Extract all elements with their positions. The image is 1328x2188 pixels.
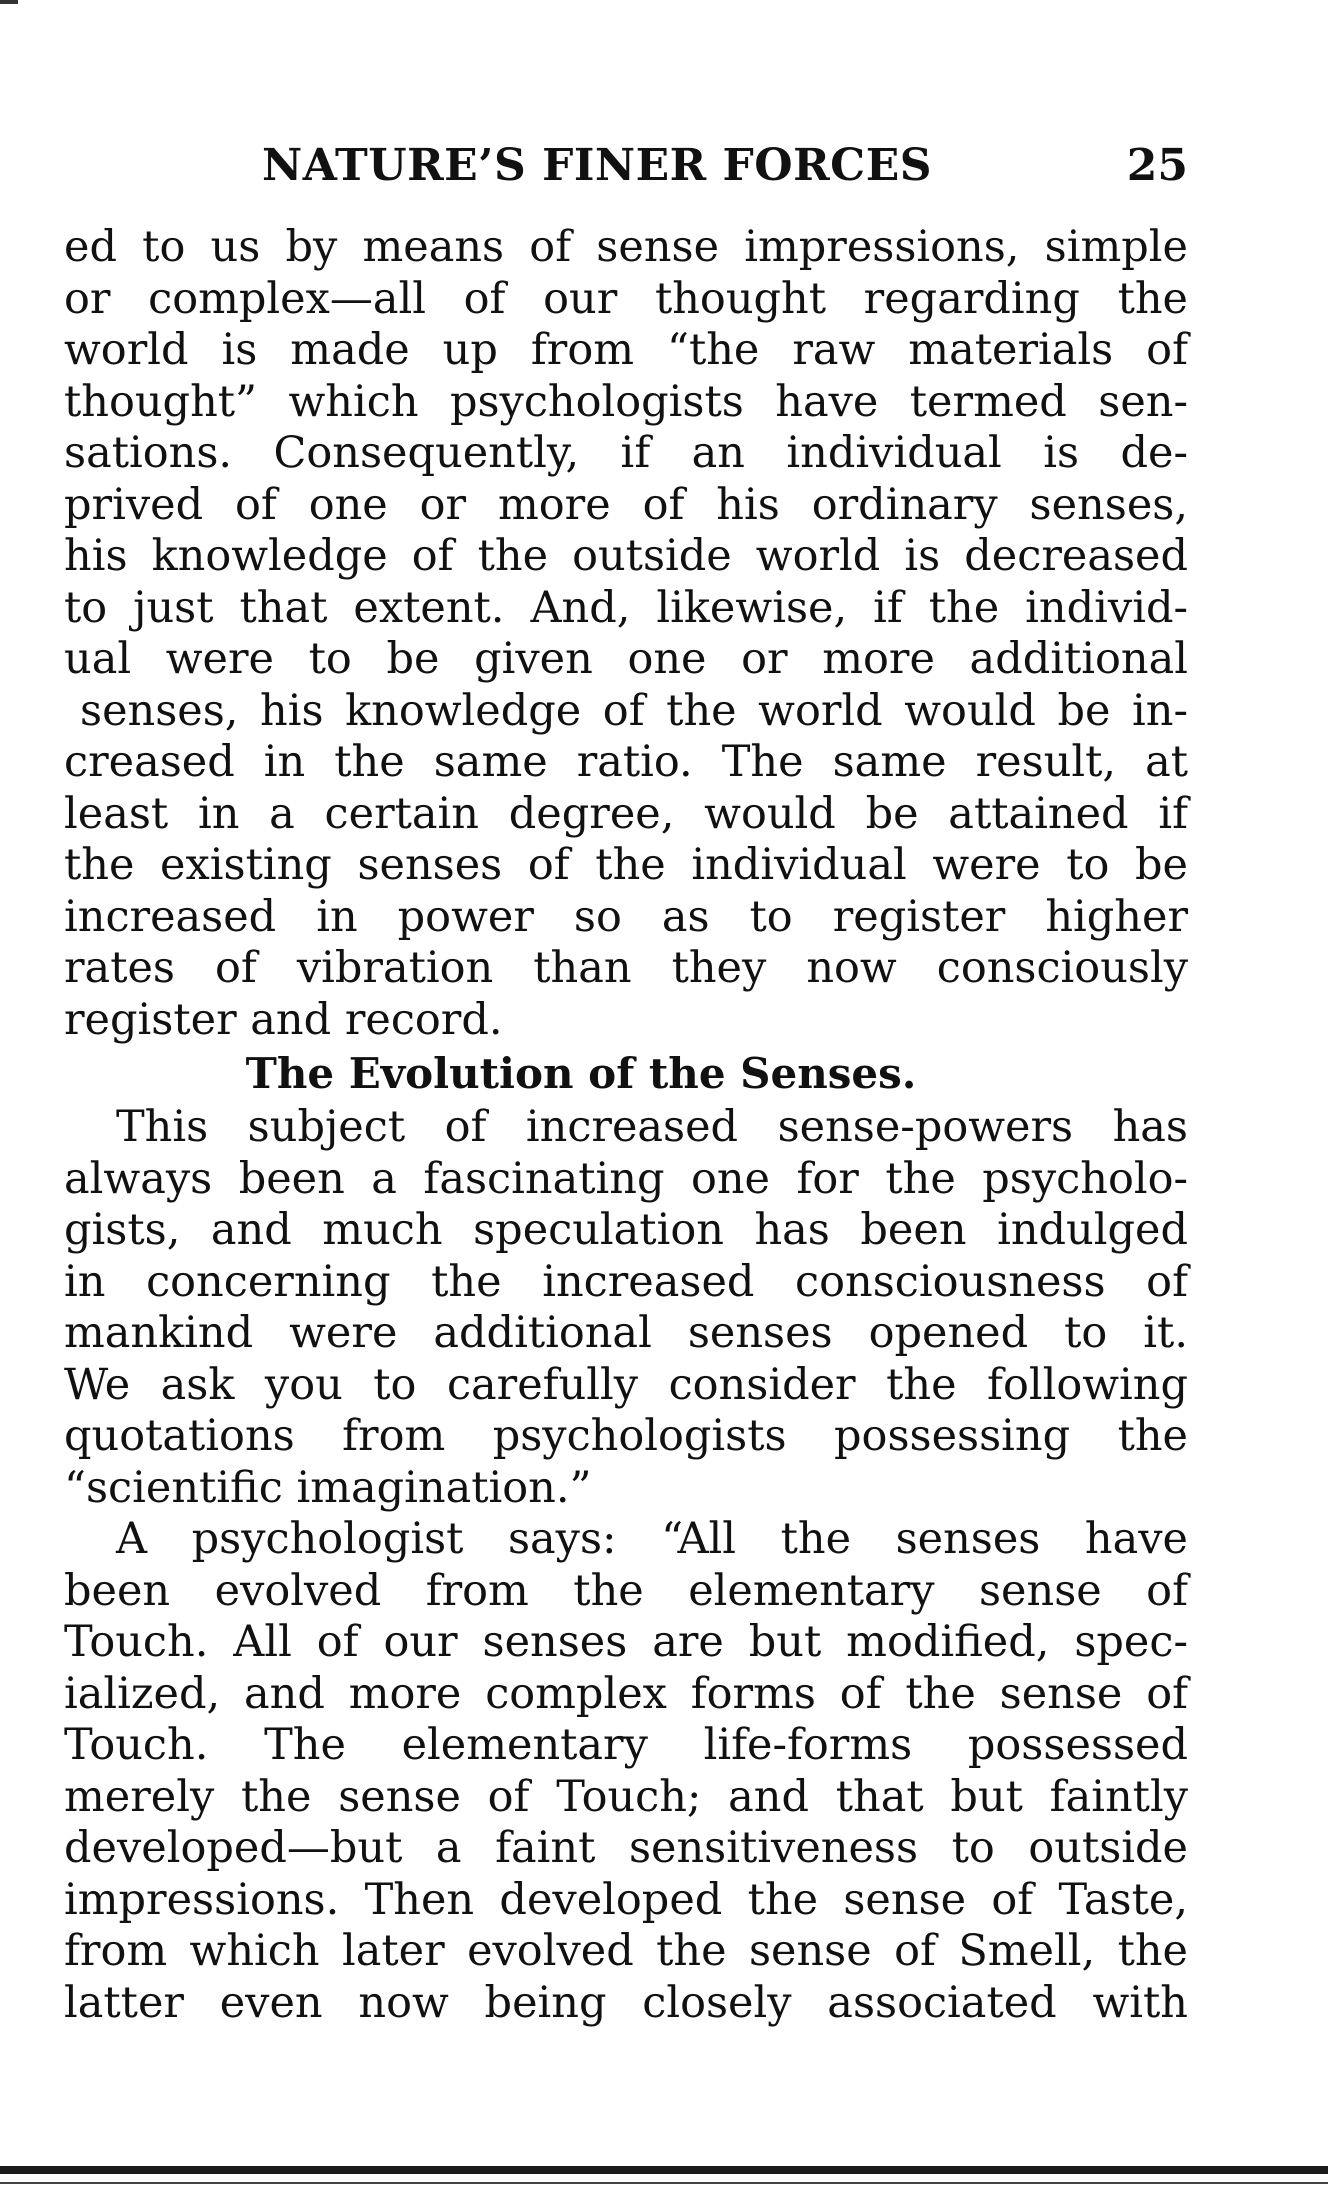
text-line: to just that extent. And, likewise, if the individ-: [64, 582, 1188, 633]
text-line: been evolved from the elementary sense of: [64, 1565, 1188, 1616]
page-edge-rule: [0, 2166, 1328, 2174]
text-line: from which later evolved the sense of Smell, the: [64, 1926, 1188, 1976]
paragraph-2: [64, 1102, 1188, 1514]
text-line: Touch. All of our senses are but modified, spec-: [64, 1617, 1188, 1667]
text-line: latter even now being closely associated with: [64, 1977, 1188, 2028]
body-text: [64, 222, 1188, 2029]
text-line: We ask you to carefully consider the following: [64, 1359, 1188, 1410]
text-line: prived of one or more of his ordinary senses,: [64, 479, 1188, 530]
running-title: NATURE’S FINER FORCES: [262, 140, 933, 191]
text-line: Touch. The elementary life-forms possessed: [64, 1720, 1188, 1770]
text-line: the existing senses of the individual were to be: [64, 840, 1188, 890]
section-heading: The Evolution of the Senses.: [245, 1049, 917, 1098]
text-line: his knowledge of the outside world is decreased: [64, 531, 1188, 581]
text-line: This subject of increased sense-powers has: [116, 1102, 1188, 1152]
text-line: A psychologist says: “All the senses have: [116, 1514, 1188, 1564]
text-line: quotations from psychologists possessing the: [64, 1411, 1188, 1461]
text-line: impressions. Then developed the sense of Taste,: [64, 1874, 1188, 1925]
page-number: 25: [1126, 140, 1188, 191]
paragraph-1: [64, 222, 1188, 1046]
text-line: developed—but a faint sensitiveness to outside: [64, 1823, 1188, 1873]
text-line: creased in the same ratio. The same result, at: [64, 737, 1188, 787]
text-line: or complex—all of our thought regarding the: [64, 273, 1188, 324]
text-line: senses, his knowledge of the world would be in-: [80, 685, 1188, 736]
text-line: ed to us by means of sense impressions, simple: [64, 222, 1188, 272]
text-line: world is made up from “the raw materials of: [64, 325, 1188, 375]
text-line: increased in power so as to register higher: [64, 891, 1188, 942]
text-line: ialized, and more complex forms of the sense of: [64, 1668, 1188, 1719]
text-line: mankind were additional senses opened to it.: [64, 1308, 1188, 1358]
text-line: merely the sense of Touch; and that but faintly: [64, 1771, 1188, 1822]
text-line: “scientific imagination.”: [64, 1462, 592, 1513]
text-line: ual were to be given one or more additional: [64, 634, 1188, 684]
text-line: rates of vibration than they now consciously: [64, 943, 1188, 993]
text-line: register and record.: [64, 994, 503, 1045]
page-edge-rule-thin: [0, 2182, 1328, 2184]
running-head: [66, 140, 1188, 200]
scan-mark: [0, 0, 18, 4]
text-line: thought” which psychologists have termed sen-: [64, 376, 1188, 427]
text-line: in concerning the increased consciousness of: [64, 1256, 1188, 1307]
text-line: least in a certain degree, would be attained if: [64, 788, 1188, 839]
text-line: gists, and much speculation has been indulged: [64, 1205, 1188, 1255]
text-line: sations. Consequently, if an individual is de-: [64, 428, 1188, 478]
text-line: always been a fascinating one for the psycholo-: [64, 1153, 1188, 1204]
paragraph-3: [64, 1514, 1188, 2029]
